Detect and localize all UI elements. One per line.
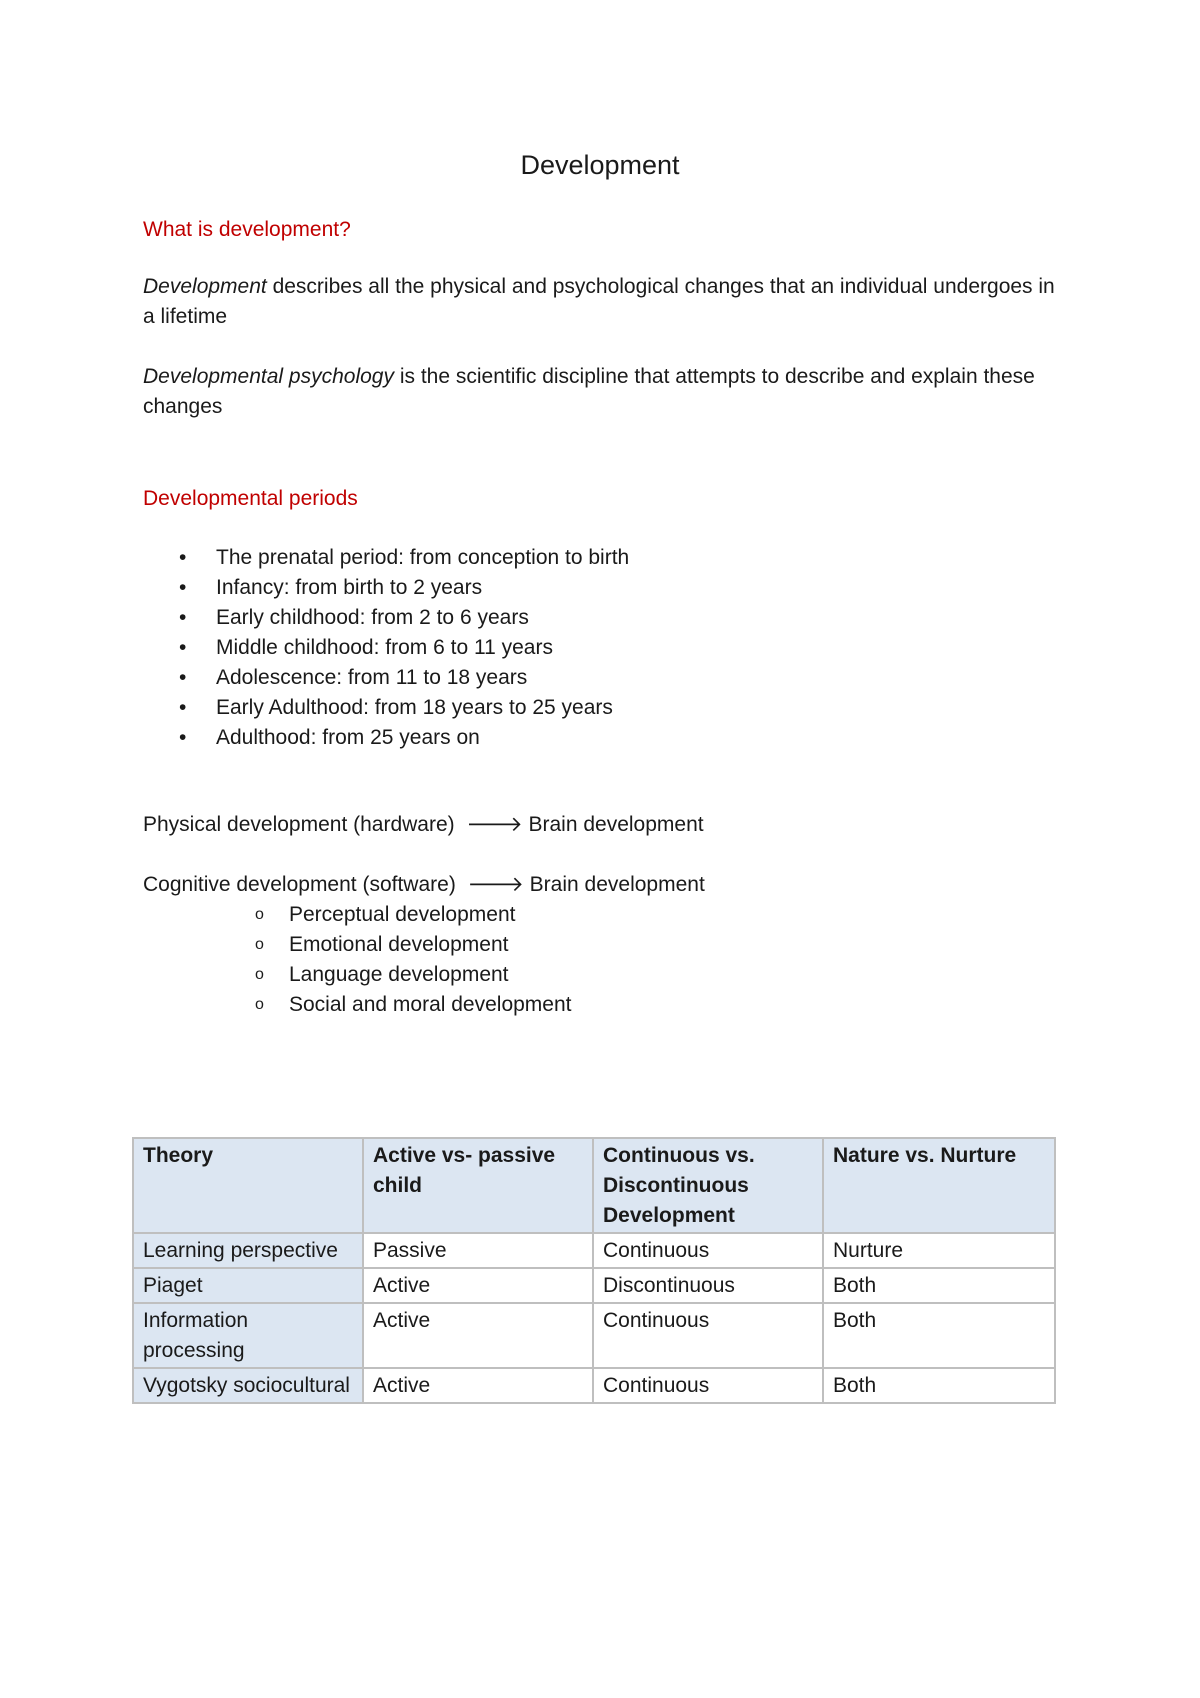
circle-bullet-icon: o (255, 996, 264, 1013)
table-row (133, 1268, 1055, 1303)
table-cell: Active (363, 1268, 593, 1303)
column-header-theory: Theory (133, 1138, 363, 1233)
bullet-icon: • (179, 606, 187, 629)
cognitive-development-line: Cognitive development (software) 🡒 Brain development (143, 873, 705, 896)
definition-development-text: describes all the physical and psychological changes that an individual undergoes in a lifetime (143, 275, 1055, 328)
table-cell: Both (823, 1268, 1055, 1303)
table-cell: Active (363, 1368, 593, 1403)
list-item: • Infancy: from birth to 2 years (143, 573, 629, 603)
bullet-icon: • (179, 666, 187, 689)
table-cell: Nurture (823, 1233, 1055, 1268)
table-cell: Continuous (593, 1368, 823, 1403)
list-item: o Social and moral development (143, 990, 572, 1020)
table-row (133, 1233, 1055, 1268)
arrow-right-icon: 🡒 (467, 873, 524, 896)
table-cell: Discontinuous (593, 1268, 823, 1303)
term-development: Development (143, 275, 267, 298)
list-item: • Adolescence: from 11 to 18 years (143, 663, 629, 693)
list-item: • Adulthood: from 25 years on (143, 723, 629, 753)
page-title: Development (520, 150, 680, 180)
list-item: • Middle childhood: from 6 to 11 years (143, 633, 629, 663)
table-cell: Information processing (133, 1303, 363, 1368)
circle-bullet-icon: o (255, 966, 264, 983)
table-cell: Learning perspective (133, 1233, 363, 1268)
list-item: • Early Adulthood: from 18 years to 25 years (143, 693, 629, 723)
bullet-icon: • (179, 546, 187, 569)
column-header-nature-nurture: Nature vs. Nurture (823, 1138, 1055, 1233)
definition-developmental-psychology (143, 362, 1063, 422)
physical-development-line: Physical development (hardware) 🡒 Brain development (143, 813, 704, 836)
table-cell: Piaget (133, 1268, 363, 1303)
table-cell: Passive (363, 1233, 593, 1268)
section-heading-what-is-development: What is development? (143, 218, 351, 241)
bullet-icon: • (179, 576, 187, 599)
term-developmental-psychology: Developmental psychology (143, 365, 394, 388)
section-heading-developmental-periods: Developmental periods (143, 487, 358, 510)
bullet-icon: • (179, 696, 187, 719)
list-item: o Language development (143, 960, 572, 990)
table-cell: Continuous (593, 1233, 823, 1268)
table-cell: Active (363, 1303, 593, 1368)
table-cell: Continuous (593, 1303, 823, 1368)
table-header-row (133, 1138, 1055, 1233)
definition-developmental-psychology-text: is the scientific discipline that attempts to describe and explain these changes (143, 365, 1035, 418)
circle-bullet-icon: o (255, 936, 264, 953)
column-header-active-passive: Active vs- passive child (363, 1138, 593, 1233)
bullet-icon: • (179, 636, 187, 659)
table-row (133, 1303, 1055, 1368)
cognitive-subtypes-list (143, 900, 572, 1020)
definition-development (143, 272, 1063, 332)
arrow-right-icon: 🡒 (466, 813, 523, 836)
table-cell: Both (823, 1303, 1055, 1368)
table-row (133, 1368, 1055, 1403)
periods-list (143, 543, 629, 753)
bullet-icon: • (179, 726, 187, 749)
column-header-continuous: Continuous vs. Discontinuous Development (593, 1138, 823, 1233)
list-item: o Emotional development (143, 930, 572, 960)
theories-table (132, 1137, 1056, 1404)
table-cell: Vygotsky sociocultural (133, 1368, 363, 1403)
circle-bullet-icon: o (255, 906, 264, 923)
table-cell: Both (823, 1368, 1055, 1403)
list-item: • The prenatal period: from conception to birth (143, 543, 629, 573)
list-item: • Early childhood: from 2 to 6 years (143, 603, 629, 633)
list-item: o Perceptual development (143, 900, 572, 930)
